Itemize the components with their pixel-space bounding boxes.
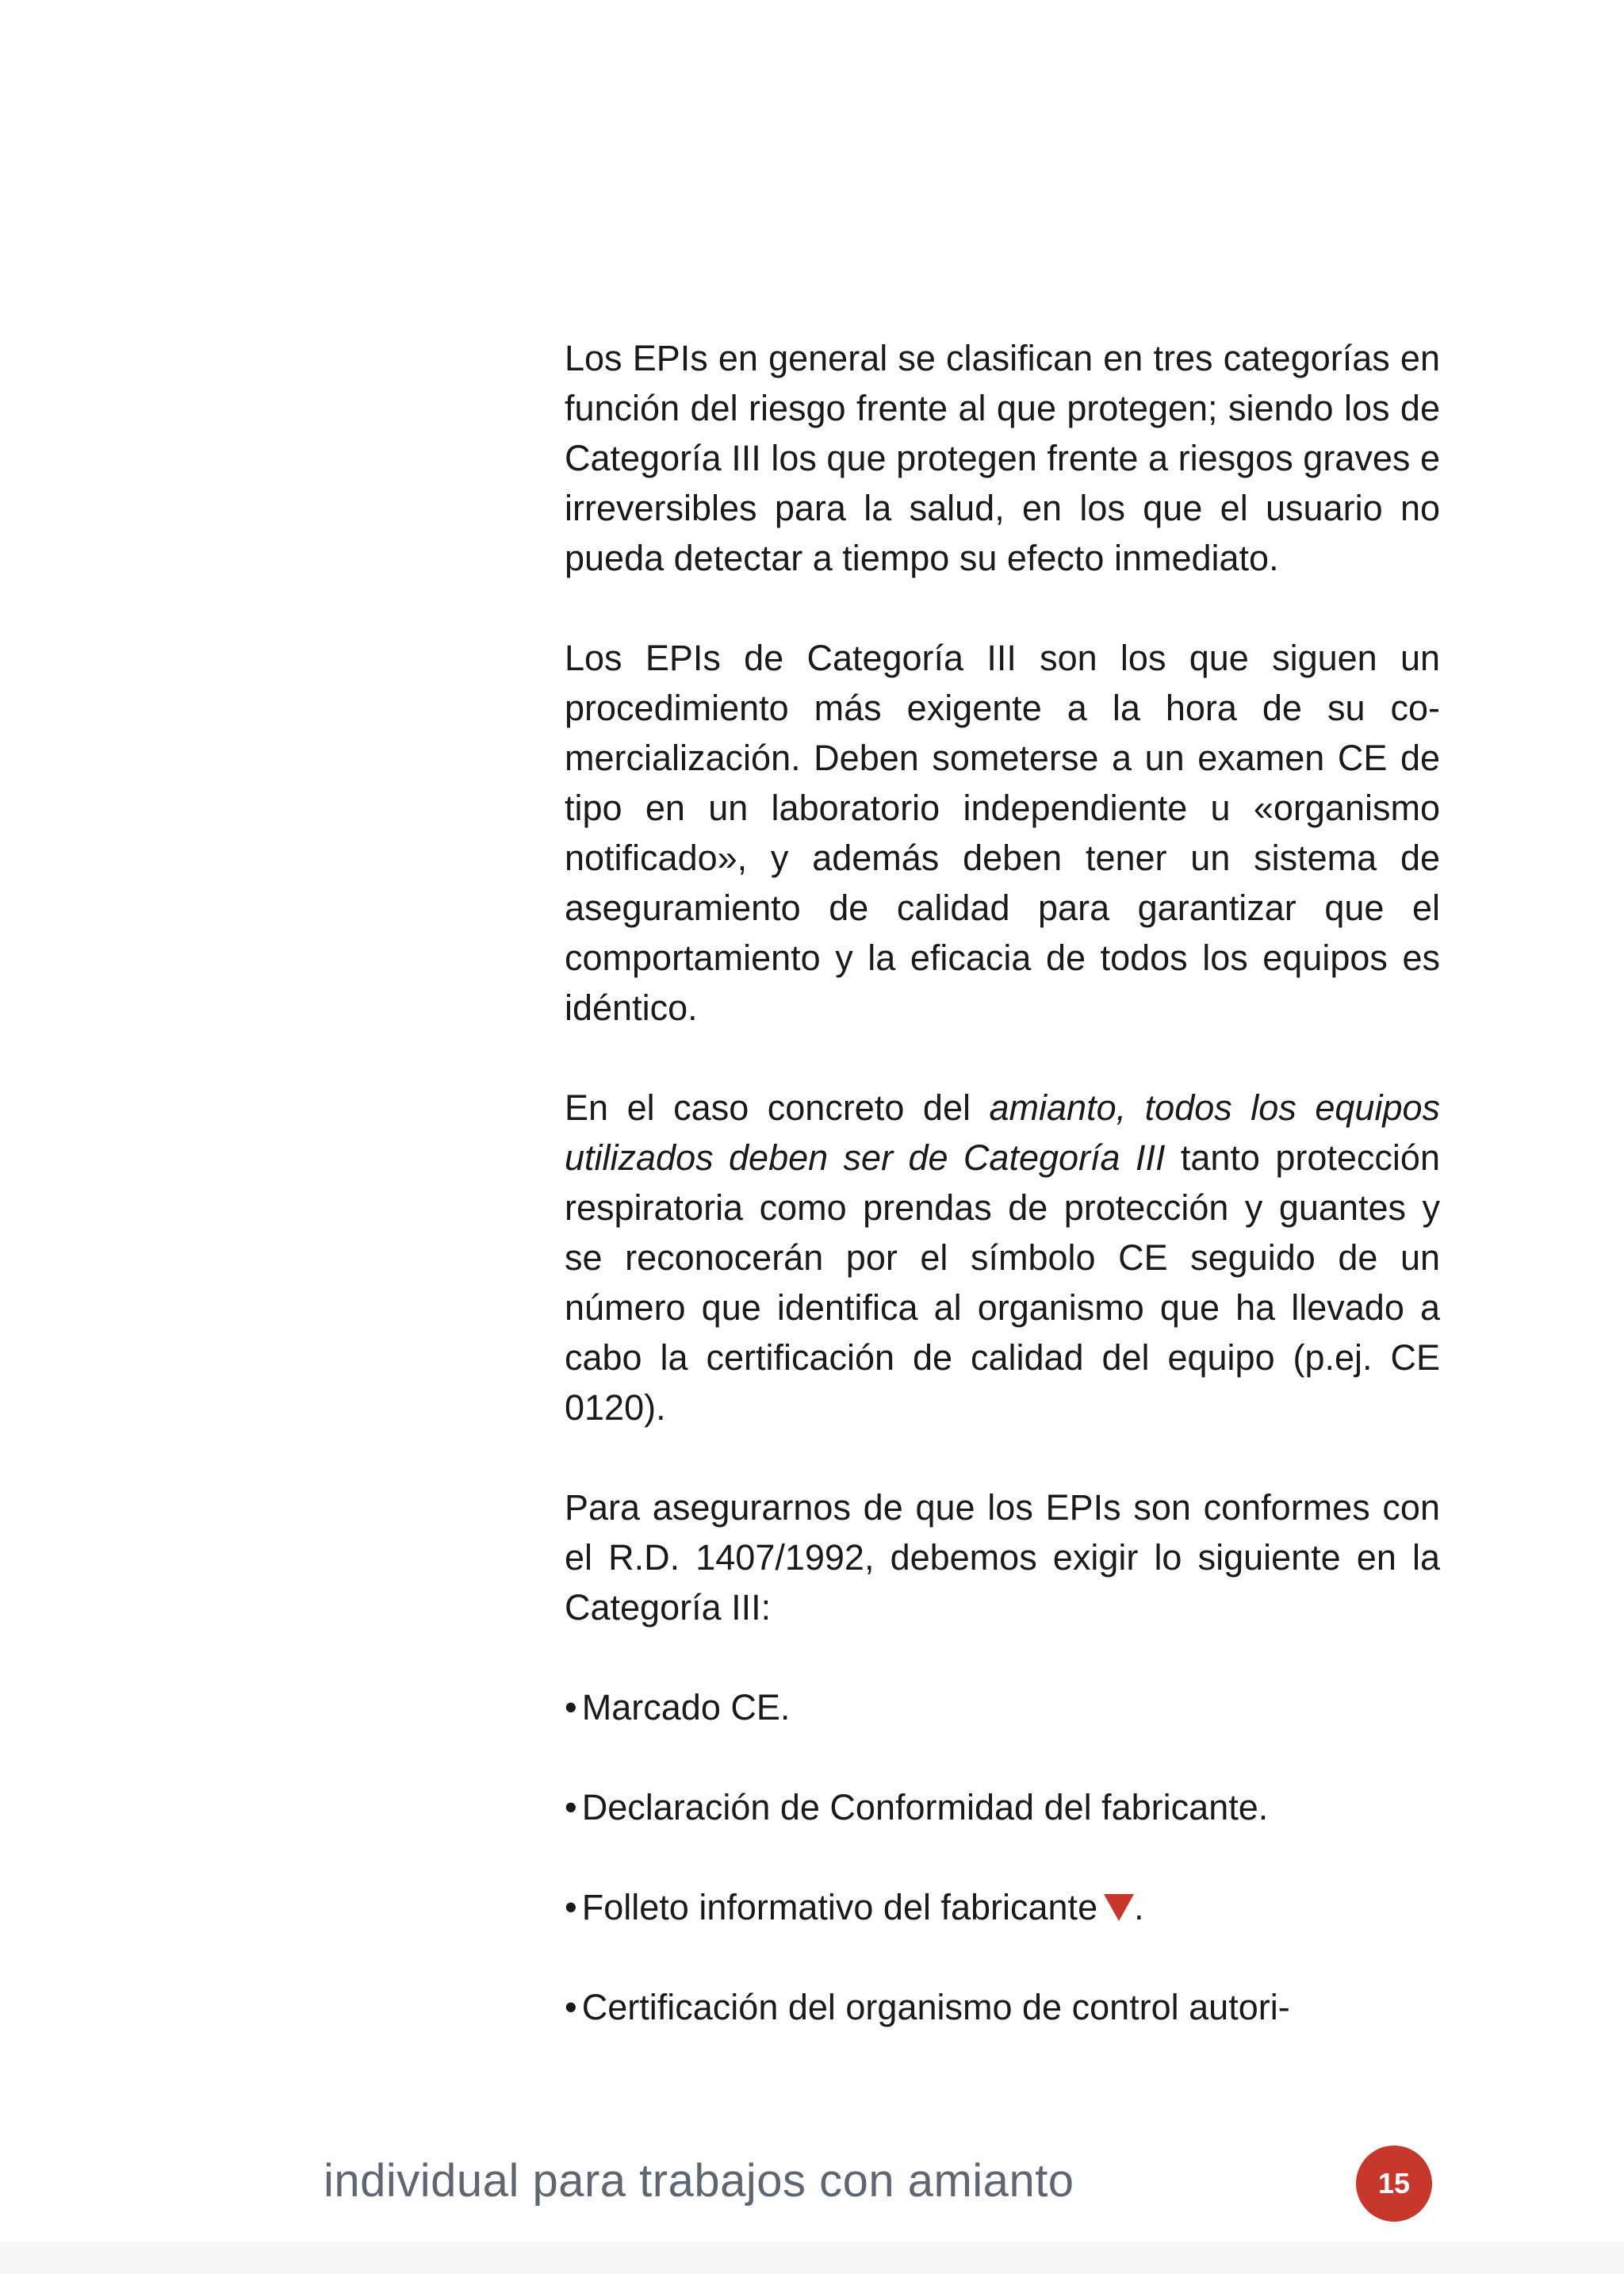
paragraph-category-iii: Los EPIs de Categoría III son los que siguen un procedimiento más exigente a la hora de su comercialización. Deben someterse a un examen CE de tipo en un laboratorio independiente u «organismo notificado», y además deben tener un sistema de aseguramiento de calidad para garantizar que el comportamiento y la eficacia de todos los equipos es idéntico.: [565, 638, 1440, 1028]
list-item: [565, 1882, 1440, 1932]
bottom-band: [0, 2242, 1624, 2274]
list-item-text: Declaración de Conformidad del fabricante.: [581, 1787, 1269, 1827]
list-item-text: Folleto informativo del fabricante: [581, 1887, 1098, 1927]
paragraph-categories: Los EPIs en general se clasifican en tres categorías en función del riesgo frente al que protegen; siendo los de Categoría III los que protegen frente a riesgos graves e irreversibles para la salud, en los que el usuario no pueda detectar a tiempo su efecto inmediato.: [565, 338, 1440, 578]
paragraph-asbestos: [565, 1083, 1440, 1432]
bullet-marker: •: [565, 1787, 577, 1827]
list-item-suffix: .: [1134, 1887, 1144, 1927]
list-item-text: Marcado CE.: [581, 1687, 791, 1728]
list-item-text: Certificación del organismo de control autori-: [581, 1987, 1290, 2027]
list-item: [565, 1782, 1440, 1832]
paragraph-requirements: Para asegurarnos de que los EPIs son conformes con el R.D. 1407/1992, debemos exigir lo siguiente en la Categoría III:: [565, 1487, 1440, 1628]
bullet-marker: •: [565, 1987, 577, 2027]
body-text: [565, 333, 1440, 2082]
paragraph-asbestos-emphasis: amianto, todos los equipos utilizados deben ser de Categoría III: [565, 1087, 1440, 1178]
list-item: [565, 1682, 1440, 1732]
bullet-marker: •: [565, 1887, 577, 1927]
paragraph-asbestos-rest: tanto protección respiratoria como prendas de protección y guantes y se reconocerán por el símbolo CE seguido de un número que identifica al organismo que ha llevado a cabo la certificación de calidad del equipo (p.ej. CE 0120).: [565, 1137, 1440, 1428]
bullet-marker: •: [565, 1687, 577, 1728]
page-number-badge: 15: [1356, 2146, 1432, 2222]
paragraph-asbestos-lead: En el caso concreto del: [565, 1087, 990, 1128]
red-down-triangle-icon: [1104, 1894, 1134, 1921]
list-item: [565, 1982, 1440, 2032]
running-title: individual para trabajos con amianto: [324, 2155, 1074, 2207]
